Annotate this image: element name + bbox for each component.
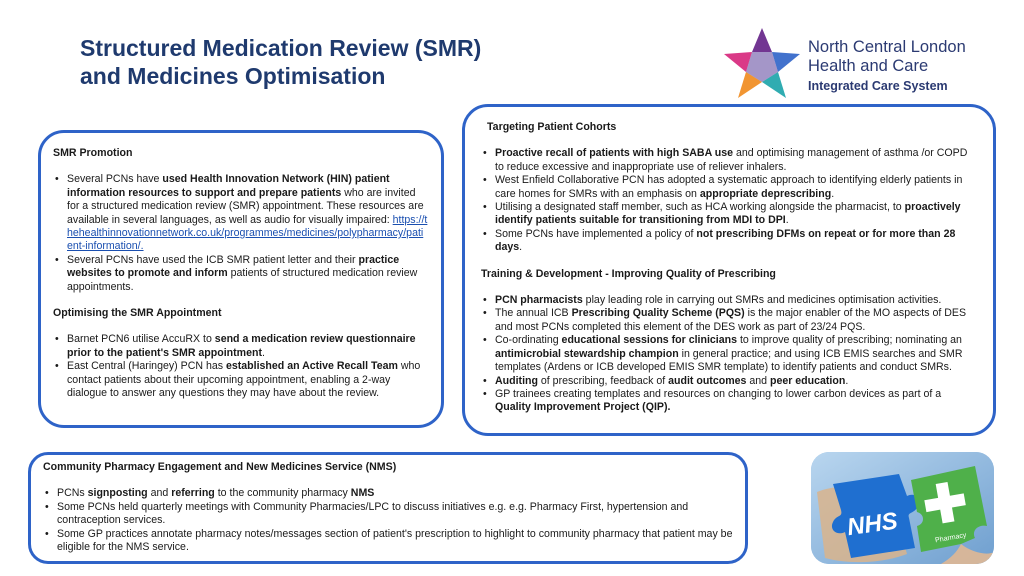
training-list: [481, 294, 979, 415]
logo-wordmark: [808, 38, 966, 96]
smr-appointment-list: [53, 333, 429, 400]
list-item: • Some PCNs held quarterly meetings with Community Pharmacies/LPC to discuss initiatives e.g. e.g. Pharmacy First, hypertension and contraception services.: [43, 501, 733, 528]
list-item: • Some GP practices annotate pharmacy notes/messages section of patient's prescription to highlight to community pharmacy that patient may be eligible for the NMS service.: [43, 528, 733, 555]
list-item: • West Enfield Collaborative PCN has adopted a systematic approach to identifying elderly patients in care homes for SMRs with an emphasis on appropriate deprescribing.: [481, 174, 979, 201]
list-item: • Some PCNs have implemented a policy of not prescribing DFMs on repeat or for more than 28 days.: [481, 228, 979, 255]
list-item: • The annual ICB Prescribing Quality Scheme (PQS) is the major enabler of the MO aspects of DES and most PCNs completed this element of the DES work as part of 23/24 PQS.: [481, 307, 979, 334]
nclicb-logo: [722, 22, 1002, 102]
logo-line1: North Central London: [808, 38, 966, 56]
list-item: • Several PCNs have used the ICB SMR patient letter and their practice websites to promote and inform patients of structured medication review appointments.: [53, 254, 429, 294]
targeting-heading: Targeting Patient Cohorts: [487, 121, 617, 133]
page-title-line2: and Medicines Optimisation: [80, 63, 386, 89]
logo-line2: Health and Care: [808, 57, 929, 75]
nms-panel: [28, 452, 748, 564]
nhs-logo-text: NHS: [845, 507, 900, 542]
smr-promotion-panel: [38, 130, 444, 428]
list-item: • PCN pharmacists play leading role in carrying out SMRs and medicines optimisation activities.: [481, 294, 979, 307]
list-item: • Barnet PCN6 utilise AccuRX to send a medication review questionnaire prior to the patient's SMR appointment.: [53, 333, 429, 360]
list-item: • GP trainees creating templates and resources on changing to lower carbon devices as part of a Quality Improvement Project (QIP).: [481, 388, 979, 415]
nms-heading: Community Pharmacy Engagement and New Medicines Service (NMS): [43, 461, 397, 473]
list-item: • PCNs signposting and referring to the community pharmacy NMS: [43, 487, 733, 500]
nms-list: [43, 487, 733, 554]
logo-line3: Integrated Care System: [808, 79, 948, 93]
targeting-cohorts-panel: [462, 104, 996, 436]
smr-promotion-heading: SMR Promotion: [53, 147, 133, 159]
page-title: [80, 34, 481, 90]
nhs-pharmacy-puzzle-image: [811, 452, 994, 564]
list-item: • Utilising a designated staff member, such as HCA working alongside the pharmacist, to proactively identify patients suitable for transitioning from MDI to DPI.: [481, 201, 979, 228]
training-heading: Training & Development - Improving Quality of Prescribing: [481, 267, 776, 280]
list-item: • Several PCNs have used Health Innovation Network (HIN) patient information resources to support and prepare patients who are invited for a structured medication review (SMR) appointment. These resources are available in several languages, as well as audio for visually impaired: https://thehealthinnovationnetwork.co.uk/programmes/medicines/polypharmacy/patient-information/.: [53, 173, 429, 253]
page-title-line1: Structured Medication Review (SMR): [80, 35, 482, 61]
puzzle-illustration: [811, 452, 994, 564]
star-logo-icon: [722, 26, 802, 100]
hin-resource-link[interactable]: https://thehealthinnovationnetwork.co.uk/programmes/medicines/polypharmacy/patient-information/.: [67, 213, 428, 253]
list-item: • Proactive recall of patients with high SABA use and optimising management of asthma /or COPD to reduce excessive and inappropriate use of reliever inhalers.: [481, 147, 979, 174]
list-item: • East Central (Haringey) PCN has established an Active Recall Team who contact patients about their upcoming appointment, enabling a 2-way dialogue to answer any questions they may have about the review.: [53, 360, 429, 400]
smr-appointment-heading: Optimising the SMR Appointment: [53, 307, 222, 320]
list-item: • Auditing of prescribing, feedback of audit outcomes and peer education.: [481, 375, 979, 388]
targeting-list: [481, 147, 979, 254]
list-item: • Co-ordinating educational sessions for clinicians to improve quality of prescribing; nominating an antimicrobial stewardship champion in general practice; and using ICB EMIS searches and SMR templates (Ardens or ICB developed EMIS SMR template) to identify patients and conduct SMRs.: [481, 334, 979, 374]
pharmacy-label-text: Pharmacy: [934, 532, 967, 545]
smr-promotion-list: [53, 173, 429, 294]
